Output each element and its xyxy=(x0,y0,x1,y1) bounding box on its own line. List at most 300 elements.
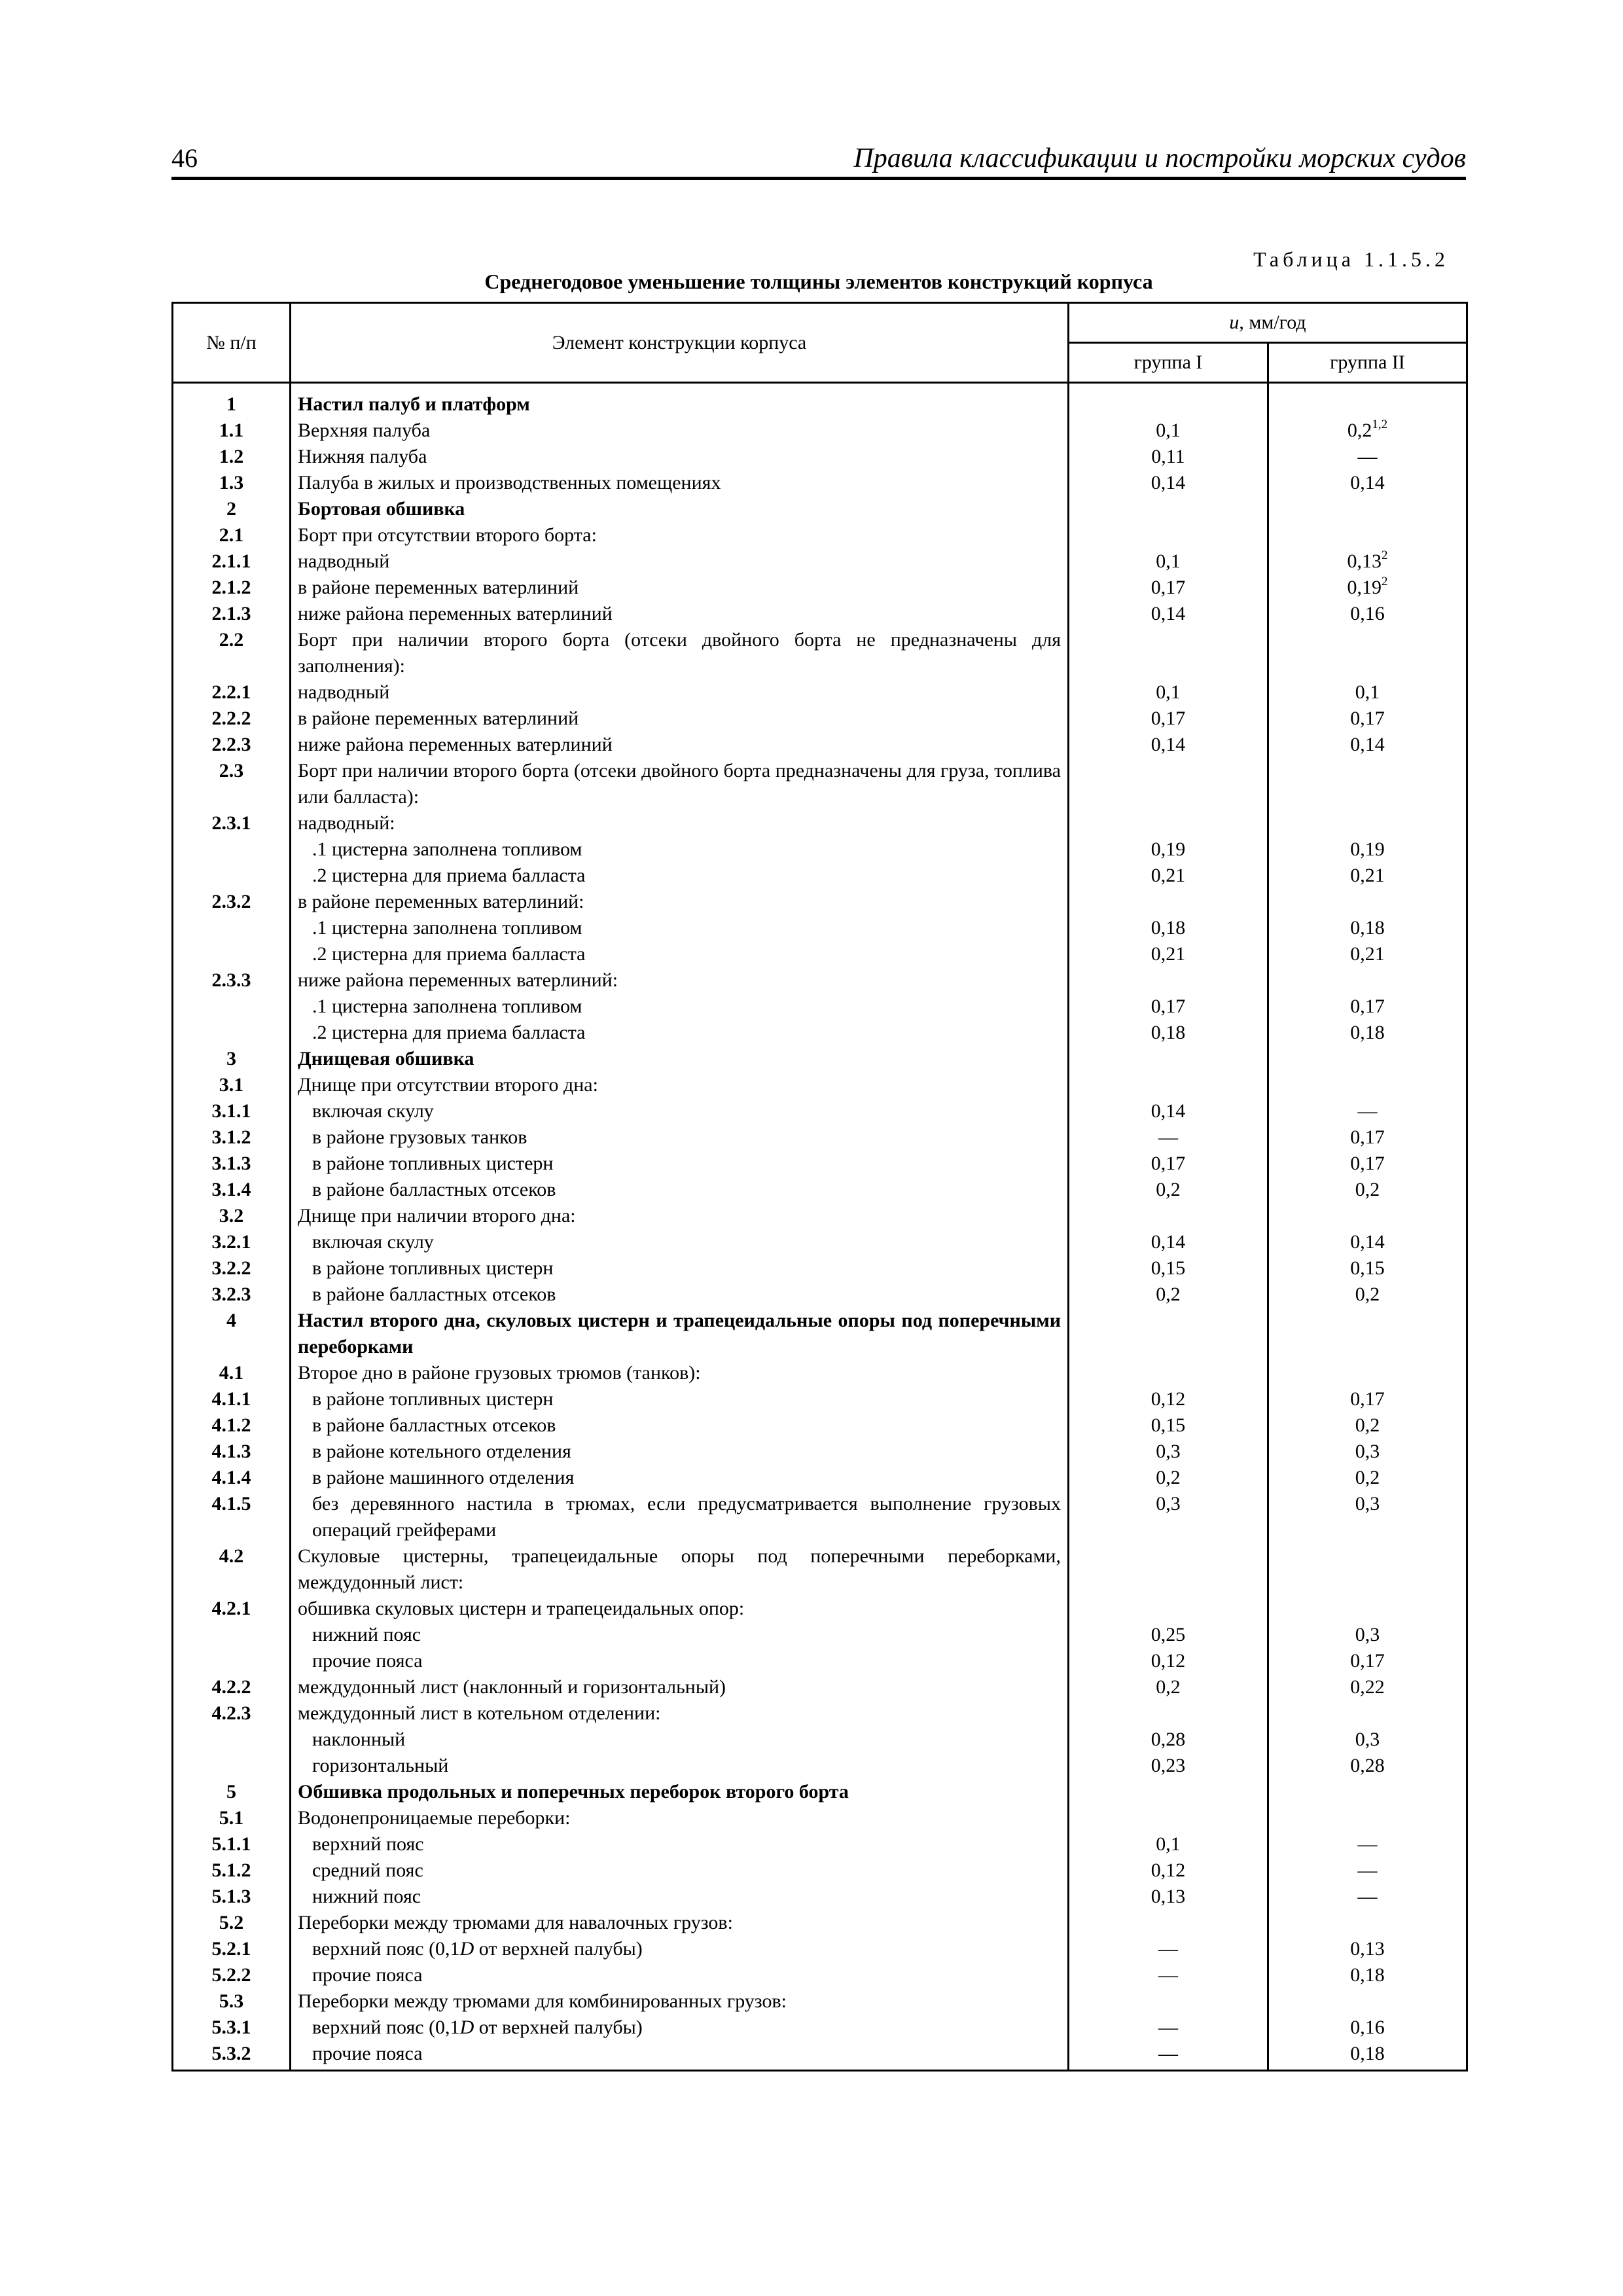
value-group2 xyxy=(1268,1831,1467,1857)
value-group1: 0,3 xyxy=(1069,1439,1268,1465)
value-group2-main: 0,19 xyxy=(1347,577,1382,598)
row-number xyxy=(173,863,291,889)
row-number: 4.1.5 xyxy=(173,1491,291,1543)
element-description: Палуба в жилых и производственных помещениях xyxy=(291,470,1069,496)
table-row xyxy=(173,1622,1467,1648)
element-description: верхний пояс (0,1D от верхней палубы) xyxy=(291,2015,1069,2041)
value-group1: 0,12 xyxy=(1069,1386,1268,1412)
row-number: 3.1.1 xyxy=(173,1098,291,1124)
value-group2-main: 0,17 xyxy=(1350,1126,1385,1148)
value-group1 xyxy=(1069,383,1268,418)
u-unit: , мм/год xyxy=(1239,312,1306,333)
element-description: Днищевая обшивка xyxy=(291,1046,1069,1072)
table-row xyxy=(173,1098,1467,1124)
value-group1: — xyxy=(1069,1124,1268,1151)
element-description: междудонный лист (наклонный и горизонтальный) xyxy=(291,1674,1069,1700)
table-row xyxy=(173,418,1467,444)
value-group2 xyxy=(1268,1622,1467,1648)
element-description: наклонный xyxy=(291,1727,1069,1753)
value-group1: 0,14 xyxy=(1069,470,1268,496)
value-group1 xyxy=(1069,1805,1268,1831)
value-group1 xyxy=(1069,496,1268,522)
table-row xyxy=(173,575,1467,601)
value-group2 xyxy=(1268,1648,1467,1674)
row-number: 2.2.3 xyxy=(173,732,291,758)
element-description: в районе переменных ватерлиний xyxy=(291,706,1069,732)
element-description: Днище при наличии второго дна: xyxy=(291,1203,1069,1229)
row-number: 2.1.3 xyxy=(173,601,291,627)
value-group2-main: 0,16 xyxy=(1350,2017,1385,2038)
row-number: 5.1.1 xyxy=(173,1831,291,1857)
value-group2-main: 0,22 xyxy=(1350,1676,1385,1698)
value-group1 xyxy=(1069,1596,1268,1622)
value-group1 xyxy=(1069,889,1268,915)
element-description: Переборки между трюмами для комбинированных грузов: xyxy=(291,1988,1069,2015)
value-group2-main: 0,14 xyxy=(1350,472,1385,493)
table-row xyxy=(173,1543,1467,1596)
element-description: .2 цистерна для приема балласта xyxy=(291,863,1069,889)
row-number: 5 xyxy=(173,1779,291,1805)
row-number: 5.1.3 xyxy=(173,1884,291,1910)
value-group2 xyxy=(1268,1124,1467,1151)
value-group2-main: 0,17 xyxy=(1350,1388,1385,1410)
row-number: 3 xyxy=(173,1046,291,1072)
row-number: 1.2 xyxy=(173,444,291,470)
table-row xyxy=(173,1229,1467,1255)
value-group1: 0,17 xyxy=(1069,706,1268,732)
table-body xyxy=(173,383,1467,2071)
value-group1: 0,14 xyxy=(1069,1229,1268,1255)
row-number: 4.1.4 xyxy=(173,1465,291,1491)
value-group2 xyxy=(1268,1439,1467,1465)
value-group1: — xyxy=(1069,2015,1268,2041)
table-row xyxy=(173,1831,1467,1857)
element-description: .2 цистерна для приема балласта xyxy=(291,941,1069,967)
element-description: Верхняя палуба xyxy=(291,418,1069,444)
value-group2-main: 0,18 xyxy=(1350,1022,1385,1043)
value-group1: 0,25 xyxy=(1069,1622,1268,1648)
element-description: Скуловые цистерны, трапецеидальные опоры под поперечными переборками, междудонный лист: xyxy=(291,1543,1069,1596)
row-number: 2.3 xyxy=(173,758,291,810)
value-group2 xyxy=(1268,1700,1467,1727)
value-group2-main: 0,13 xyxy=(1347,550,1382,572)
value-group2 xyxy=(1268,1491,1467,1543)
row-number: 3.1.2 xyxy=(173,1124,291,1151)
value-group2-main: 0,3 xyxy=(1355,1624,1380,1645)
table-row xyxy=(173,1884,1467,1910)
value-group2 xyxy=(1268,1046,1467,1072)
row-number xyxy=(173,836,291,863)
table-row xyxy=(173,1727,1467,1753)
value-group1 xyxy=(1069,810,1268,836)
value-group1: 0,18 xyxy=(1069,915,1268,941)
element-description: надводный xyxy=(291,548,1069,575)
value-group2 xyxy=(1268,1727,1467,1753)
table-row xyxy=(173,1491,1467,1543)
value-group1: 0,2 xyxy=(1069,1282,1268,1308)
table-row xyxy=(173,706,1467,732)
row-number: 2.3.3 xyxy=(173,967,291,994)
col-header-group1: группа I xyxy=(1069,343,1268,383)
element-description: прочие пояса xyxy=(291,1962,1069,1988)
value-group2 xyxy=(1268,915,1467,941)
value-group2 xyxy=(1268,967,1467,994)
element-description: в районе балластных отсеков xyxy=(291,1282,1069,1308)
value-group2-main: 0,19 xyxy=(1350,838,1385,860)
value-group2-main: 0,17 xyxy=(1350,1153,1385,1174)
element-description: в районе топливных цистерн xyxy=(291,1151,1069,1177)
page-number: 46 xyxy=(171,143,198,173)
row-number: 5.3.2 xyxy=(173,2041,291,2071)
table-row xyxy=(173,889,1467,915)
value-group2-main: 0,1 xyxy=(1355,681,1380,703)
table-row xyxy=(173,1988,1467,2015)
value-group1: 0,17 xyxy=(1069,994,1268,1020)
element-description: .1 цистерна заполнена топливом xyxy=(291,836,1069,863)
element-description: Настил палуб и платформ xyxy=(291,383,1069,418)
table-row xyxy=(173,1360,1467,1386)
value-group1: 0,14 xyxy=(1069,1098,1268,1124)
value-group2 xyxy=(1268,522,1467,548)
row-number: 5.1 xyxy=(173,1805,291,1831)
value-group2 xyxy=(1268,758,1467,810)
value-group2-main: 0,2 xyxy=(1355,1467,1380,1488)
value-group2 xyxy=(1268,1255,1467,1282)
row-number: 2.1.2 xyxy=(173,575,291,601)
table-row xyxy=(173,1465,1467,1491)
row-number: 4.2.1 xyxy=(173,1596,291,1622)
row-number xyxy=(173,1020,291,1046)
element-description: Второе дно в районе грузовых трюмов (танков): xyxy=(291,1360,1069,1386)
table-row xyxy=(173,548,1467,575)
row-number: 2.3.2 xyxy=(173,889,291,915)
table-title: Среднегодовое уменьшение толщины элементов конструкций корпуса xyxy=(484,270,1153,293)
table-row xyxy=(173,1020,1467,1046)
table-row xyxy=(173,915,1467,941)
element-description: ниже района переменных ватерлиний: xyxy=(291,967,1069,994)
u-symbol: u xyxy=(1229,312,1240,333)
table-row xyxy=(173,1779,1467,1805)
value-group2 xyxy=(1268,1936,1467,1962)
row-number: 5.2.2 xyxy=(173,1962,291,1988)
element-description: нижний пояс xyxy=(291,1622,1069,1648)
value-group2 xyxy=(1268,1988,1467,2015)
row-number: 3.1.4 xyxy=(173,1177,291,1203)
value-group2 xyxy=(1268,1465,1467,1491)
value-group2 xyxy=(1268,575,1467,601)
element-description: Обшивка продольных и поперечных переборок второго борта xyxy=(291,1779,1069,1805)
value-group2 xyxy=(1268,1596,1467,1622)
value-group2 xyxy=(1268,1177,1467,1203)
value-group2 xyxy=(1268,941,1467,967)
table-row xyxy=(173,1046,1467,1072)
table-row xyxy=(173,383,1467,418)
element-description: средний пояс xyxy=(291,1857,1069,1884)
footnote-ref: 2 xyxy=(1382,575,1388,588)
element-description: без деревянного настила в трюмах, если предусматривается выполнение грузовых операций грейферами xyxy=(291,1491,1069,1543)
row-number: 4.1.3 xyxy=(173,1439,291,1465)
value-group2 xyxy=(1268,418,1467,444)
row-number: 2.1 xyxy=(173,522,291,548)
element-description: в районе топливных цистерн xyxy=(291,1386,1069,1412)
col-header-num: № п/п xyxy=(173,303,291,383)
table-row xyxy=(173,1805,1467,1831)
value-group2 xyxy=(1268,444,1467,470)
element-description: Водонепроницаемые переборки: xyxy=(291,1805,1069,1831)
value-group1 xyxy=(1069,1700,1268,1727)
value-group2 xyxy=(1268,601,1467,627)
value-group1: — xyxy=(1069,1936,1268,1962)
value-group2 xyxy=(1268,1072,1467,1098)
row-number: 2.1.1 xyxy=(173,548,291,575)
value-group2-main: 0,17 xyxy=(1350,996,1385,1017)
table-row xyxy=(173,1151,1467,1177)
value-group2 xyxy=(1268,994,1467,1020)
table-row xyxy=(173,1910,1467,1936)
value-group2 xyxy=(1268,1412,1467,1439)
row-number: 5.2 xyxy=(173,1910,291,1936)
element-description: Бортовая обшивка xyxy=(291,496,1069,522)
element-description: Нижняя палуба xyxy=(291,444,1069,470)
row-number: 1.3 xyxy=(173,470,291,496)
row-number xyxy=(173,1622,291,1648)
value-group1: 0,2 xyxy=(1069,1465,1268,1491)
value-group2-main: 0,3 xyxy=(1355,1441,1380,1462)
value-group2-main: 0,3 xyxy=(1355,1493,1380,1515)
row-number xyxy=(173,915,291,941)
row-number: 3.1.3 xyxy=(173,1151,291,1177)
row-number: 3.2.3 xyxy=(173,1282,291,1308)
footnote-ref: 1,2 xyxy=(1372,418,1388,431)
table-row xyxy=(173,1700,1467,1727)
value-group2-main: 0,14 xyxy=(1350,1231,1385,1253)
row-number: 4.2.3 xyxy=(173,1700,291,1727)
value-group2-main: 0,3 xyxy=(1355,1729,1380,1750)
value-group2-main: 0,18 xyxy=(1350,1964,1385,1986)
element-description: включая скулу xyxy=(291,1229,1069,1255)
element-description: .2 цистерна для приема балласта xyxy=(291,1020,1069,1046)
value-group1: 0,15 xyxy=(1069,1412,1268,1439)
table-row xyxy=(173,758,1467,810)
value-group2 xyxy=(1268,1910,1467,1936)
value-group1: 0,3 xyxy=(1069,1491,1268,1543)
row-number xyxy=(173,994,291,1020)
element-description: в районе машинного отделения xyxy=(291,1465,1069,1491)
table-row xyxy=(173,2041,1467,2071)
value-group1: 0,1 xyxy=(1069,548,1268,575)
value-group1: 0,2 xyxy=(1069,1674,1268,1700)
running-title: Правила классификации и постройки морских судов xyxy=(853,143,1466,173)
value-group2 xyxy=(1268,627,1467,679)
value-group2-main: — xyxy=(1357,1100,1378,1122)
row-number: 3.2.2 xyxy=(173,1255,291,1282)
value-group2 xyxy=(1268,1857,1467,1884)
element-description: Переборки между трюмами для навалочных грузов: xyxy=(291,1910,1069,1936)
table-row xyxy=(173,1439,1467,1465)
table-row xyxy=(173,679,1467,706)
value-group2 xyxy=(1268,1543,1467,1596)
table-row xyxy=(173,967,1467,994)
value-group1: 0,19 xyxy=(1069,836,1268,863)
row-number: 1 xyxy=(173,383,291,418)
value-group1: 0,21 xyxy=(1069,863,1268,889)
row-number: 4.2 xyxy=(173,1543,291,1596)
value-group2-main: 0,21 xyxy=(1350,943,1385,965)
row-number: 4.1.2 xyxy=(173,1412,291,1439)
value-group1: 0,18 xyxy=(1069,1020,1268,1046)
table-row xyxy=(173,1753,1467,1779)
table-row xyxy=(173,1177,1467,1203)
element-description: прочие пояса xyxy=(291,2041,1069,2071)
value-group2 xyxy=(1268,706,1467,732)
value-group2 xyxy=(1268,496,1467,522)
value-group2 xyxy=(1268,383,1467,418)
value-group2-main: 0,15 xyxy=(1350,1257,1385,1279)
value-group2 xyxy=(1268,1779,1467,1805)
table-row xyxy=(173,1072,1467,1098)
row-number: 3.1 xyxy=(173,1072,291,1098)
table-row xyxy=(173,601,1467,627)
table-row xyxy=(173,496,1467,522)
value-group2 xyxy=(1268,889,1467,915)
value-group1: — xyxy=(1069,2041,1268,2071)
element-description: Борт при наличии второго борта (отсеки двойного борта не предназначены для заполнения): xyxy=(291,627,1069,679)
value-group1: 0,23 xyxy=(1069,1753,1268,1779)
row-number: 3.2 xyxy=(173,1203,291,1229)
element-description: ниже района переменных ватерлиний xyxy=(291,601,1069,627)
row-number: 2.3.1 xyxy=(173,810,291,836)
table-row xyxy=(173,1412,1467,1439)
table-row xyxy=(173,1308,1467,1360)
element-description: включая скулу xyxy=(291,1098,1069,1124)
table-row xyxy=(173,627,1467,679)
value-group2-main: 0,17 xyxy=(1350,1650,1385,1672)
value-group2-main: 0,2 xyxy=(1355,1283,1380,1305)
table-row xyxy=(173,1282,1467,1308)
value-group2-main: 0,14 xyxy=(1350,734,1385,755)
table-row xyxy=(173,1203,1467,1229)
value-group2-main: 0,18 xyxy=(1350,917,1385,939)
value-group2 xyxy=(1268,836,1467,863)
value-group2 xyxy=(1268,548,1467,575)
element-description: .1 цистерна заполнена топливом xyxy=(291,994,1069,1020)
value-group2-main: 0,17 xyxy=(1350,708,1385,729)
value-group1: 0,1 xyxy=(1069,418,1268,444)
element-description: верхний пояс (0,1D от верхней палубы) xyxy=(291,1936,1069,1962)
value-group1: 0,14 xyxy=(1069,732,1268,758)
element-description: .1 цистерна заполнена топливом xyxy=(291,915,1069,941)
value-group1 xyxy=(1069,758,1268,810)
table-row xyxy=(173,1962,1467,1988)
value-group2 xyxy=(1268,1753,1467,1779)
value-group2 xyxy=(1268,1151,1467,1177)
table-row xyxy=(173,1936,1467,1962)
value-group1: — xyxy=(1069,1962,1268,1988)
element-description: в районе балластных отсеков xyxy=(291,1412,1069,1439)
row-number: 5.3 xyxy=(173,1988,291,2015)
table-label: Таблица 1.1.5.2 xyxy=(1253,247,1449,271)
corrosion-table xyxy=(171,302,1468,2072)
table-row xyxy=(173,1596,1467,1622)
value-group2 xyxy=(1268,1229,1467,1255)
header-rule xyxy=(171,177,1466,180)
col-header-element: Элемент конструкции корпуса xyxy=(291,303,1069,383)
row-number: 2.2.1 xyxy=(173,679,291,706)
footnote-ref: 2 xyxy=(1382,548,1388,562)
value-group1: 0,14 xyxy=(1069,601,1268,627)
row-number: 5.2.1 xyxy=(173,1936,291,1962)
table-row xyxy=(173,1857,1467,1884)
value-group2 xyxy=(1268,470,1467,496)
element-description: ниже района переменных ватерлиний xyxy=(291,732,1069,758)
value-group2-main: 0,16 xyxy=(1350,603,1385,624)
value-group2-main: 0,28 xyxy=(1350,1755,1385,1776)
value-group1 xyxy=(1069,1988,1268,2015)
value-group1: 0,12 xyxy=(1069,1857,1268,1884)
value-group1: 0,17 xyxy=(1069,575,1268,601)
value-group2 xyxy=(1268,810,1467,836)
element-description: надводный xyxy=(291,679,1069,706)
value-group1 xyxy=(1069,1779,1268,1805)
table-row xyxy=(173,444,1467,470)
row-number: 1.1 xyxy=(173,418,291,444)
value-group2-main: 0,2 xyxy=(1347,420,1372,441)
element-description: в районе переменных ватерлиний xyxy=(291,575,1069,601)
row-number: 4.2.2 xyxy=(173,1674,291,1700)
value-group2 xyxy=(1268,732,1467,758)
table-row xyxy=(173,863,1467,889)
table-row xyxy=(173,470,1467,496)
element-description: обшивка скуловых цистерн и трапецеидальных опор: xyxy=(291,1596,1069,1622)
value-group2 xyxy=(1268,1884,1467,1910)
value-group2 xyxy=(1268,1282,1467,1308)
value-group1 xyxy=(1069,627,1268,679)
table-row xyxy=(173,2015,1467,2041)
value-group1 xyxy=(1069,1072,1268,1098)
row-number: 5.1.2 xyxy=(173,1857,291,1884)
element-description: Борт при наличии второго борта (отсеки двойного борта предназначены для груза, топлива или балласта): xyxy=(291,758,1069,810)
value-group2 xyxy=(1268,1203,1467,1229)
row-number: 4.1.1 xyxy=(173,1386,291,1412)
element-description: верхний пояс xyxy=(291,1831,1069,1857)
table-row xyxy=(173,994,1467,1020)
value-group1 xyxy=(1069,967,1268,994)
row-number: 2.2.2 xyxy=(173,706,291,732)
element-description: в районе балластных отсеков xyxy=(291,1177,1069,1203)
value-group2 xyxy=(1268,863,1467,889)
row-number xyxy=(173,941,291,967)
value-group2-main: 0,2 xyxy=(1355,1179,1380,1200)
value-group2-main: — xyxy=(1357,1859,1378,1881)
element-description: нижний пояс xyxy=(291,1884,1069,1910)
value-group2 xyxy=(1268,1308,1467,1360)
row-number xyxy=(173,1753,291,1779)
row-number: 2 xyxy=(173,496,291,522)
value-group2-main: 0,18 xyxy=(1350,2043,1385,2064)
value-group2 xyxy=(1268,1674,1467,1700)
value-group1: 0,17 xyxy=(1069,1151,1268,1177)
value-group2 xyxy=(1268,2015,1467,2041)
value-group2 xyxy=(1268,1386,1467,1412)
element-description: надводный: xyxy=(291,810,1069,836)
table-row xyxy=(173,1386,1467,1412)
value-group2-main: — xyxy=(1357,1833,1378,1855)
value-group2 xyxy=(1268,1805,1467,1831)
table-row xyxy=(173,1648,1467,1674)
value-group2 xyxy=(1268,1020,1467,1046)
value-group1 xyxy=(1069,1910,1268,1936)
value-group1 xyxy=(1069,1046,1268,1072)
